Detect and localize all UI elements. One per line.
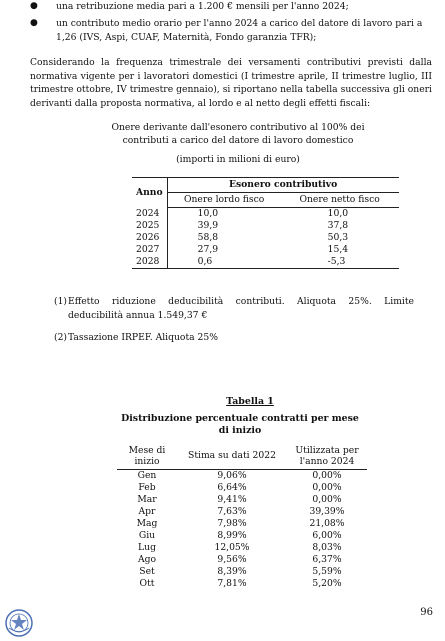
table2 [117,443,367,590]
cell-stima: 12,05% [214,542,250,553]
bullet-text: un contributo medio orario per l'anno 2024 a carico del datore di lavoro pari a 1,26 (IVS, Aspi, CUAF, Maternità, Fondo garanzia TFR); [56,18,423,43]
cell-util: 0,00% [312,482,342,493]
bullet-icon: ● [30,18,38,28]
table-row [117,518,367,530]
col-lordo: Onere lordo fisco [167,193,281,208]
cell-util: 21,08% [309,518,345,529]
emblem-icon [4,608,34,638]
cell-lordo: 0,6 [167,256,281,269]
table-row [117,578,367,590]
cell-mese: Mag [136,518,158,529]
table-row [117,554,367,566]
table-row [132,220,399,232]
cell-mese: Gen [137,470,157,481]
cell-mese: Apr [138,506,156,517]
cell-util: 5,59% [312,566,342,577]
cell-lordo: 39,9 [197,220,219,231]
cell-mese: Ott [139,578,155,589]
cell-mese: Set [139,566,155,577]
cell-util: 0,00% [312,470,342,481]
cell-stima: 7,63% [217,506,247,517]
cell-netto: 37,8 [327,220,349,231]
intro-paragraph: Considerando la frequenza trimestrale dei versamenti contributivi previsti dalla normativa vigente per i lavoratori domestici (I trimestre aprile, II trimestre luglio, III trimestre ottobre, IV trimestre gennaio), si riportano nella tabella successiva gli oneri derivanti dalla proposta normativa, al lordo e al netto degli effetti fiscali: [30,57,432,109]
footnote-text: Tassazione IRPEF. Aliquota 25% [68,332,218,343]
table-row [117,494,367,506]
table1-title-line1: Onere derivante dall'esonero contributivo al 100% dei [111,122,365,133]
table1-title-line2: contributi a carico del datore di lavoro domestico [122,135,354,146]
footnote-text: Effetto riduzione deducibilità contributi. Aliquota 25%. Limite deducibilità annua 1.549,37 € [68,296,414,321]
table2-label: Tabella 1 [226,396,274,407]
cell-mese: Mar [137,494,157,505]
cell-netto: 15,4 [327,244,349,255]
footnote-number: (1) [54,296,68,307]
cell-util: 8,03% [312,542,342,553]
cell-util: 0,00% [312,494,342,505]
cell-stima: 8,99% [217,530,247,541]
table-row [117,470,367,483]
cell-mese: Giu [138,530,156,541]
col-anno: Anno [132,178,167,208]
table1 [132,177,399,269]
cell-anno: 2025 [132,220,167,232]
col-netto: Onere netto fisco [281,193,399,208]
cell-mese: Feb [138,482,156,493]
bullet-text: una retribuzione media pari a 1.200 € mensili per l'anno 2024; [56,1,349,12]
cell-stima: 9,41% [217,494,247,505]
cell-lordo: 58,8 [197,232,219,243]
table1-units: (importi in milioni di euro) [176,154,300,165]
cell-stima: 9,56% [217,554,247,565]
cell-lordo: 10,0 [197,208,219,219]
cell-anno: 2028 [132,256,167,269]
cell-netto: -5,3 [281,256,399,269]
cell-util: 5,20% [312,578,342,589]
footnote [54,295,414,323]
col-mese: Mese di inizio [117,443,177,470]
table-row [132,244,399,256]
cell-util: 39,39% [309,506,345,517]
table-row [117,530,367,542]
table-row [117,542,367,554]
page-number: 96 [420,607,433,618]
cell-netto: 10,0 [327,208,349,219]
cell-lordo: 27,9 [197,244,219,255]
cell-stima: 6,64% [217,482,247,493]
col-stima: Stima su dati 2022 [177,443,287,470]
table2-title: Distribuzione percentuale contratti per mese di inizio [121,413,359,436]
table-row [117,506,367,518]
table-row [132,256,399,269]
footnote [54,331,414,345]
bullet-icon: ● [30,1,38,11]
cell-stima: 7,81% [217,578,247,589]
col-group: Esonero contributivo [167,178,399,193]
cell-anno: 2026 [132,232,167,244]
cell-anno: 2024 [132,208,167,221]
cell-util: 6,37% [312,554,342,565]
cell-mese: Ago [137,554,157,565]
footnote-number: (2) [54,332,68,343]
table-row [117,482,367,494]
cell-stima: 7,98% [217,518,247,529]
cell-netto: 50,3 [327,232,349,243]
cell-mese: Lug [138,542,156,553]
cell-stima: 8,39% [217,566,247,577]
cell-util: 6,00% [312,530,342,541]
cell-stima: 9,06% [217,470,247,481]
col-util: Utilizzata per l'anno 2024 [287,443,367,470]
table-row [132,232,399,244]
table-row [117,566,367,578]
cell-anno: 2027 [132,244,167,256]
table-row [132,208,399,221]
